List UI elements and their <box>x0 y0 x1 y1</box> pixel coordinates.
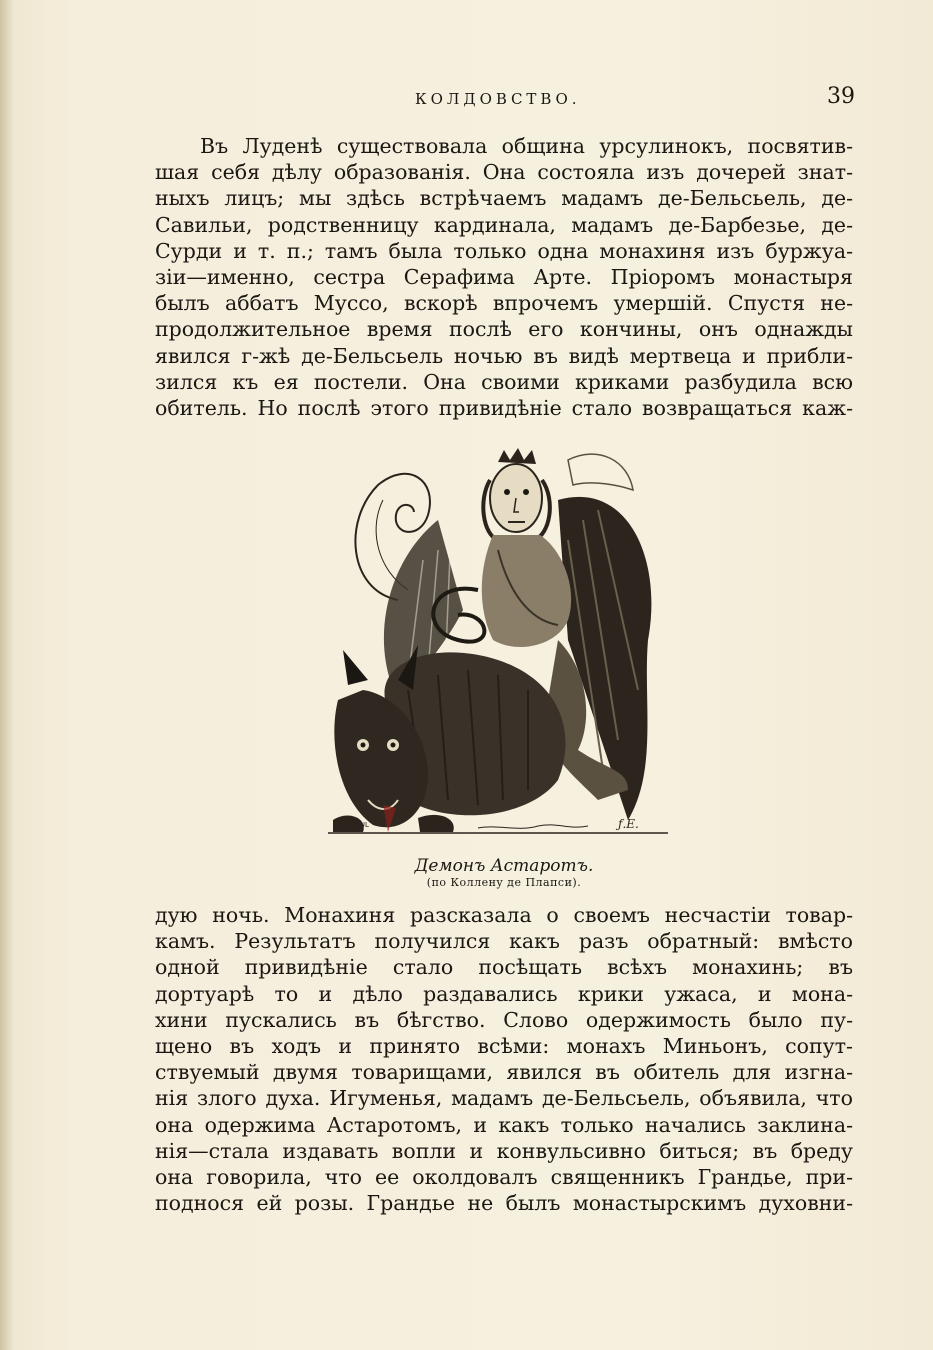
text-line: Въ Луденѣ существовала община урсулинокъ, посвятив- <box>200 134 853 158</box>
text-line: щено въ ходъ и принято всѣми: монахъ Миньонъ, сопут- <box>155 1034 853 1059</box>
text-line: зіи—именно, сестра Серафима Арте. Пріоромъ монастыря <box>155 265 853 290</box>
text-line: одной привидѣніе стало посѣщать всѣхъ монахинь; въ <box>155 955 853 980</box>
text-line: хини пускались въ бѣгство. Слово одержимость было пу- <box>155 1007 853 1032</box>
engraver-signature: JATTEAUL <box>336 821 369 829</box>
text-line: Савильи, родственницу кардинала, мадамъ де-Барбезье, де- <box>155 212 853 237</box>
demon-illustration <box>328 440 668 840</box>
text-line: нія злого духа. Игуменья, мадамъ де-Бельсьель, объявила, что <box>155 1086 853 1111</box>
text-line: продолжительное время послѣ его кончины, онъ однажды <box>155 317 853 342</box>
text-line: Сурди и т. п.; тамъ была только одна монахиня изъ буржуа- <box>155 238 853 263</box>
text-line: дортуарѣ то и дѣло раздавались крики ужаса, и мона- <box>155 981 853 1006</box>
page-header <box>155 84 855 114</box>
paragraph-bottom <box>155 902 853 1216</box>
binding-edge <box>0 0 14 1350</box>
text-line: камъ. Результатъ получился какъ разъ обратный: вмѣсто <box>155 929 853 954</box>
text-line: она одержима Астаротомъ, и какъ только начались заклина- <box>155 1112 853 1137</box>
text-line: обитель. Но послѣ этого привидѣніе стало возвращаться каж- <box>155 396 853 421</box>
text-line: нія—стала издавать вопли и конвульсивно биться; въ бреду <box>155 1138 853 1163</box>
caption-title: Демонъ Астаротъ. <box>414 856 594 876</box>
artist-monogram: ƒ.E. <box>618 817 639 831</box>
text-line: поднося ей розы. Грандье не былъ монастырскимъ духовни- <box>155 1191 853 1216</box>
figure-caption <box>155 856 853 890</box>
text-line: ныхъ лицъ; мы здѣсь встрѣчаемъ мадамъ де-Бельсьель, де- <box>155 186 853 211</box>
paragraph-top <box>155 133 853 421</box>
text-line: явился г-жѣ де-Бельсьель ночью въ видѣ мертвеца и прибли- <box>155 343 853 368</box>
text-line: зился къ ея постели. Она своими криками разбудила всю <box>155 369 853 394</box>
running-title: КОЛДОВСТВО. <box>415 90 581 108</box>
text-line: дую ночь. Монахиня разсказала о своемъ несчастіи товар- <box>155 903 853 927</box>
caption-source: (по Колленy де Плапси). <box>426 876 582 889</box>
text-line: былъ аббатъ Муссо, вскорѣ впрочемъ умершій. Спустя не- <box>155 291 853 316</box>
page-number: 39 <box>827 84 855 109</box>
illustration-svg <box>328 440 668 840</box>
text-line: она говорила, что ее околдовалъ священникъ Грандье, при- <box>155 1165 853 1190</box>
text-line: шая себя дѣлу образованія. Она состояла изъ дочерей знат- <box>155 160 853 185</box>
text-line: ствуемый двумя товарищами, явился въ обитель для изгна- <box>155 1060 853 1085</box>
